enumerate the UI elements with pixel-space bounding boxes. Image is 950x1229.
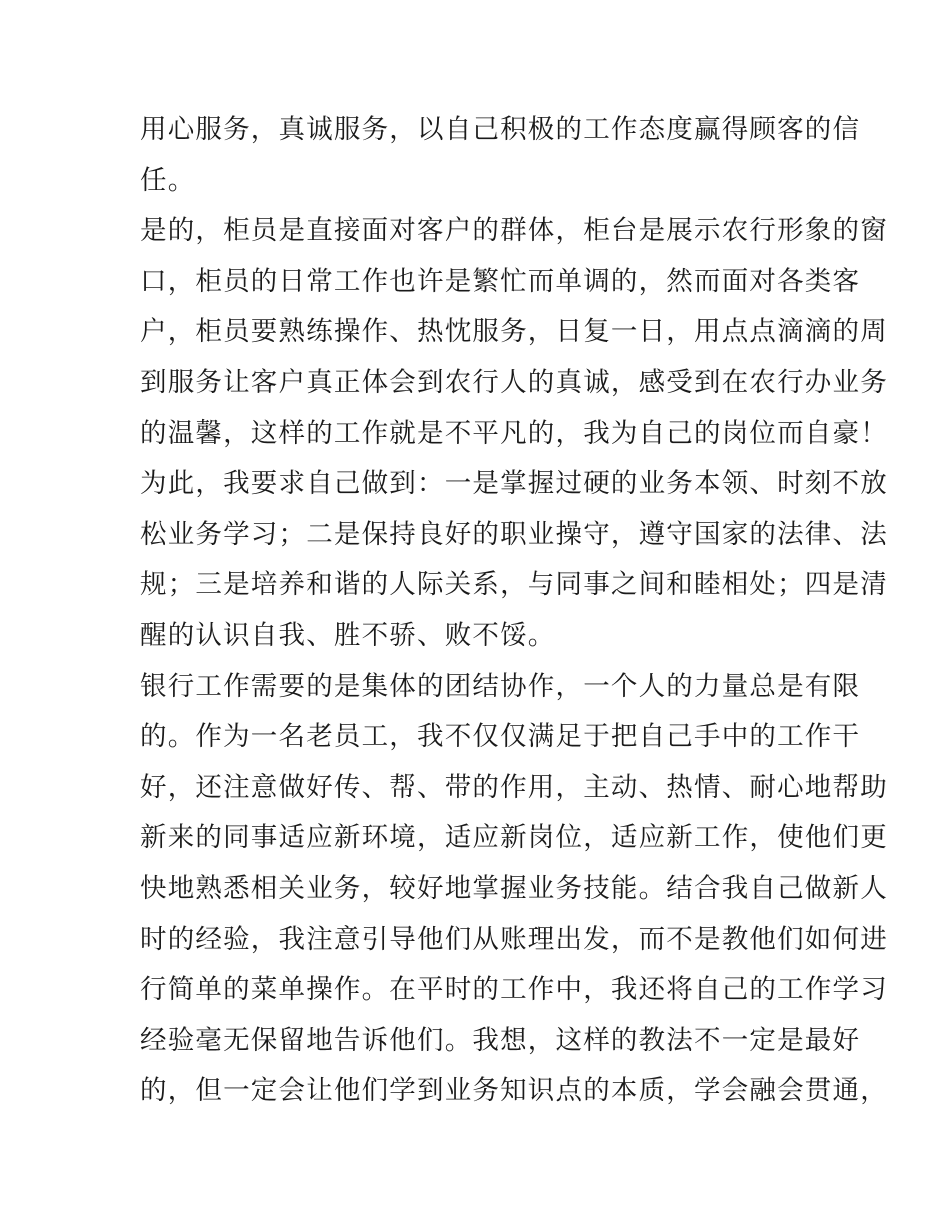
text-line: 的温馨，这样的工作就是不平凡的，我为自己的岗位而自豪！ <box>140 417 888 449</box>
text-line: 的，但一定会让他们学到业务知识点的本质，学会融会贯通， <box>140 1075 888 1107</box>
text-line: 到服务让客户真正体会到农行人的真诚，感受到在农行办业务 <box>140 366 888 398</box>
text-line: 是的，柜员是直接面对客户的群体，柜台是展示农行形象的窗 <box>140 215 888 247</box>
text-line: 银行工作需要的是集体的团结协作，一个人的力量总是有限 <box>140 670 861 702</box>
text-line: 口，柜员的日常工作也许是繁忙而单调的，然而面对各类客 <box>140 265 861 297</box>
text-line: 任。 <box>140 164 196 196</box>
text-line: 醒的认识自我、胜不骄、败不馁。 <box>140 619 556 651</box>
text-line: 快地熟悉相关业务，较好地掌握业务技能。结合我自己做新人 <box>140 872 888 904</box>
text-line: 为此，我要求自己做到：一是掌握过硬的业务本领、时刻不放 <box>140 468 888 500</box>
body-text <box>140 109 888 1121</box>
text-line: 的。作为一名老员工，我不仅仅满足于把自己手中的工作干 <box>140 721 861 753</box>
text-line: 用心服务，真诚服务，以自己积极的工作态度赢得顾客的信 <box>140 114 861 145</box>
text-line: 行简单的菜单操作。在平时的工作中，我还将自己的工作学习 <box>140 974 888 1006</box>
text-line: 规；三是培养和谐的人际关系，与同事之间和睦相处；四是清 <box>140 569 888 601</box>
text-line: 好，还注意做好传、帮、带的作用，主动、热情、耐心地帮助 <box>140 771 888 803</box>
text-line: 新来的同事适应新环境，适应新岗位，适应新工作，使他们更 <box>140 822 888 854</box>
text-line: 时的经验，我注意引导他们从账理出发，而不是教他们如何进 <box>140 923 888 955</box>
text-line: 户，柜员要熟练操作、热忱服务，日复一日，用点点滴滴的周 <box>140 316 888 348</box>
text-line: 经验毫无保留地告诉他们。我想，这样的教法不一定是最好 <box>140 1024 861 1056</box>
text-line: 松业务学习；二是保持良好的职业操守，遵守国家的法律、法 <box>140 518 888 550</box>
